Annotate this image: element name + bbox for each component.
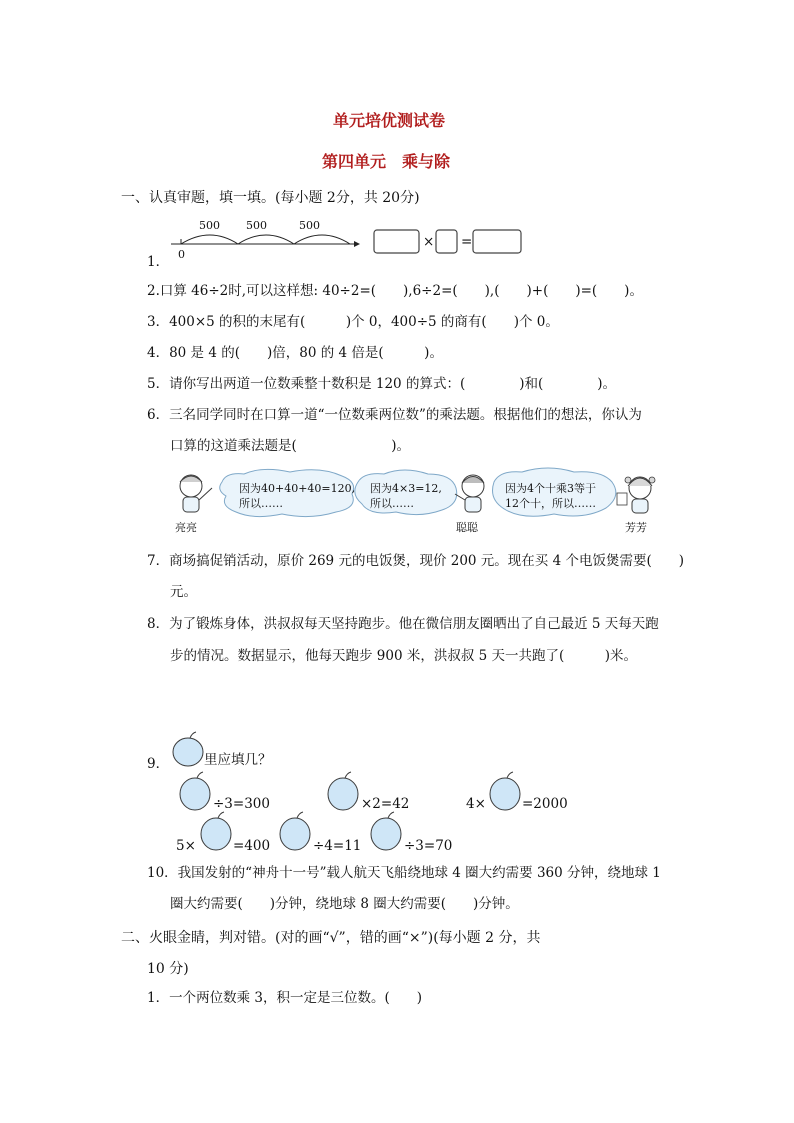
s2-q1-text: 1．一个两位数乘 3，积一定是三位数。( ) <box>147 990 423 1006</box>
section-2-heading-line-2: 10 分) <box>147 961 189 977</box>
q4-text: 4．80 是 4 的( )倍，80 的 4 倍是( )。 <box>147 345 443 361</box>
q8-line-2: 步的情况。数据显示，他每天跑步 900 米，洪叔叔 5 天一共跑了( )米。 <box>170 648 638 664</box>
bubble-3-line-1: 因为4个十乘3等于 <box>505 482 596 495</box>
bubble-2-line-2: 所以…… <box>370 497 414 510</box>
q5-text: 5．请你写出两道一位数乘整十数积是 120 的算式：( )和( )。 <box>147 376 617 392</box>
bubble-3-line-2: 12个十，所以…… <box>505 497 596 510</box>
q9-eq-4-suffix: =400 <box>233 838 271 854</box>
unit-subtitle: 第四单元 乘与除 <box>322 152 451 171</box>
bubble-2-line-1: 因为4×3=12, <box>370 482 442 495</box>
q9-number: 9． <box>147 756 170 772</box>
times-sign: × <box>423 234 435 250</box>
bubble-1-line-1: 因为40+40+40=120, <box>239 482 356 495</box>
q7-line-2: 元。 <box>170 584 197 600</box>
q9-eq-2: ×2=42 <box>361 796 410 812</box>
kid-name-congcong: 聪聪 <box>456 521 478 534</box>
page-title: 单元培优测试卷 <box>333 111 446 130</box>
numberline-zero: 0 <box>178 248 185 261</box>
q7-line-1: 7．商场搞促销活动，原价 269 元的电饭煲，现价 200 元。现在买 4 个电饭煲需要( ) <box>147 553 684 569</box>
q9-eq-4-prefix: 5× <box>176 838 196 854</box>
bubble-1-line-2: 所以…… <box>239 497 283 510</box>
q9-prompt: 里应填几？ <box>204 752 272 768</box>
equals-sign: = <box>461 234 473 250</box>
numberline-hop-3: 500 <box>299 219 320 232</box>
q9-eq-3-suffix: =2000 <box>522 796 568 812</box>
q9-eq-1: ÷3=300 <box>213 796 270 812</box>
section-1-heading: 一、认真审题，填一填。(每小题 2分，共 20分) <box>121 190 420 206</box>
q6-line-2: 口算的这道乘法题是( )。 <box>170 438 411 454</box>
numberline-hop-2: 500 <box>246 219 267 232</box>
q6-line-1: 6．三名同学同时在口算一道“一位数乘两位数”的乘法题。根据他们的想法，你认为 <box>147 407 642 423</box>
section-2-heading-line-1: 二、火眼金睛，判对错。(对的画“√”，错的画“×”)(每小题 2 分，共 <box>121 930 541 946</box>
kid-name-fangfang: 芳芳 <box>625 521 647 534</box>
q9-eq-3-prefix: 4× <box>466 796 486 812</box>
q1-number: 1． <box>147 254 170 270</box>
q10-line-1: 10．我国发射的“神舟十一号”载人航天飞船绕地球 4 圈大约需要 360 分钟，绕地球 1 <box>147 865 661 881</box>
q8-line-1: 8．为了锻炼身体，洪叔叔每天坚持跑步。他在微信朋友圈晒出了自己最近 5 天每天跑 <box>147 616 659 632</box>
kid-name-liangliang: 亮亮 <box>175 521 197 534</box>
q3-text: 3．400×5 的积的末尾有( )个 0，400÷5 的商有( )个 0。 <box>147 314 559 330</box>
numberline-hop-1: 500 <box>199 219 220 232</box>
q10-line-2: 圈大约需要( )分钟，绕地球 8 圈大约需要( )分钟。 <box>170 896 519 912</box>
q9-eq-6: ÷3=70 <box>404 838 453 854</box>
q9-eq-5: ÷4=11 <box>313 838 362 854</box>
q2-text: 2.口算 46÷2时,可以这样想: 40÷2=( ),6÷2=( ),( )+( )=( )。 <box>147 283 643 299</box>
